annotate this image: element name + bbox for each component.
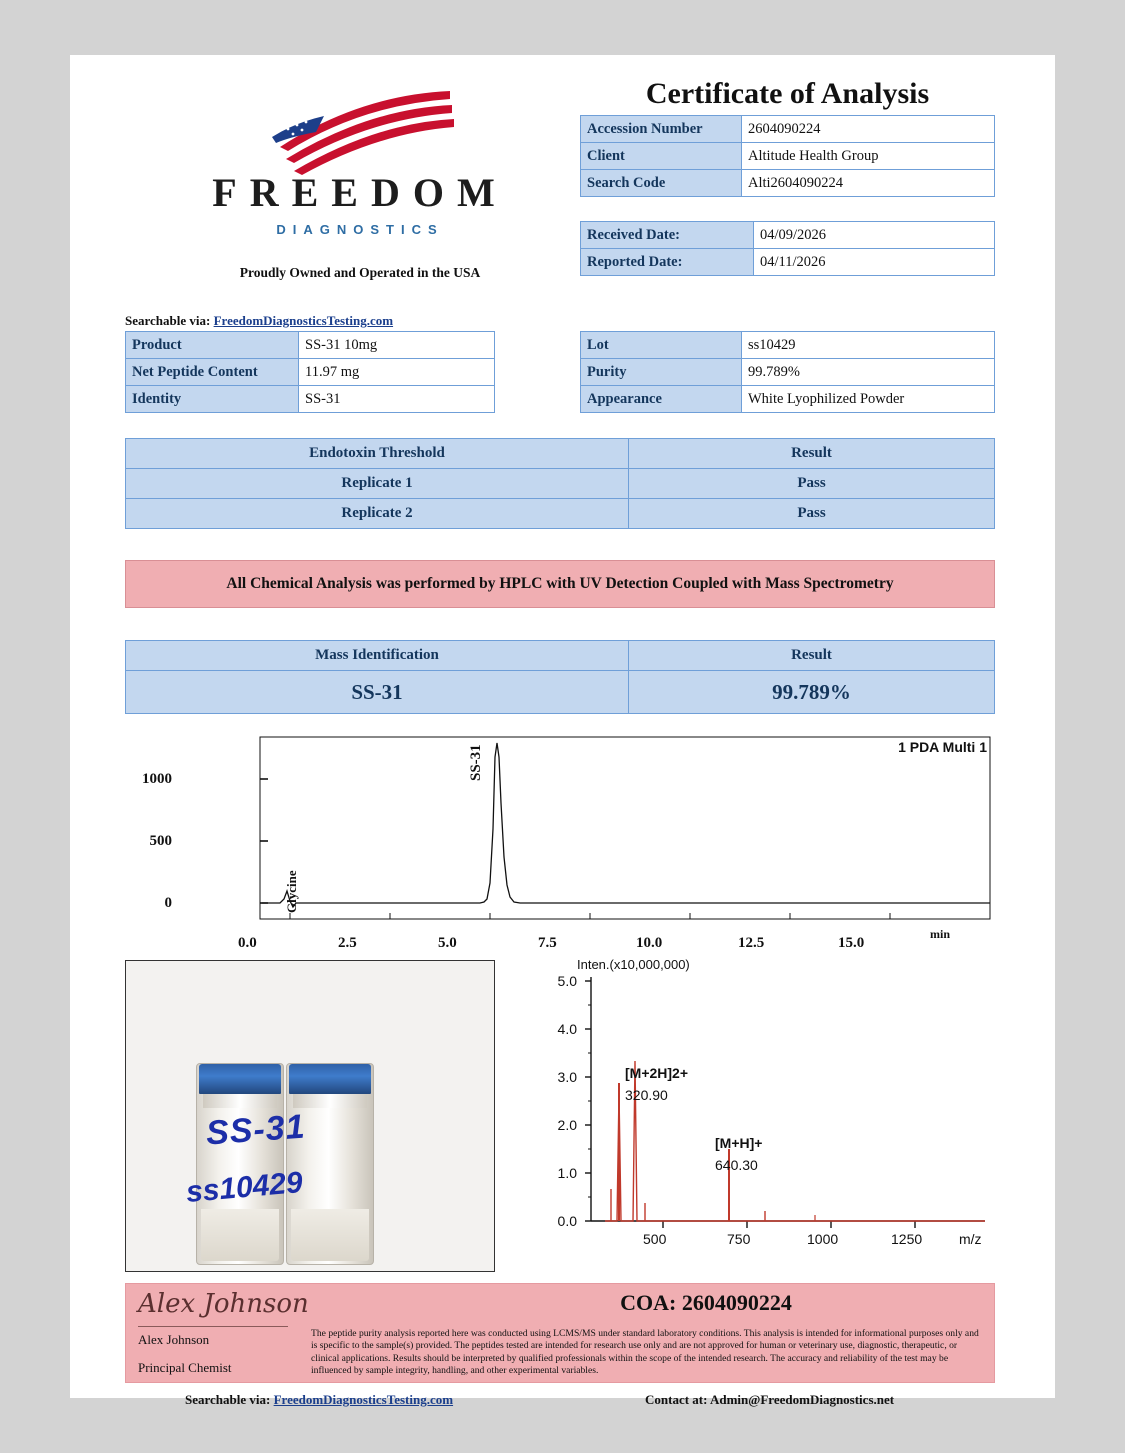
- received-date-label: Received Date:: [581, 222, 754, 249]
- table-header-row: [126, 439, 995, 469]
- dates-table: [580, 221, 995, 276]
- net-peptide-content-label: Net Peptide Content: [126, 359, 299, 386]
- appearance-value: White Lyophilized Powder: [742, 386, 995, 413]
- table-row: [581, 143, 995, 170]
- footer-searchable-link[interactable]: FreedomDiagnosticsTesting.com: [273, 1392, 454, 1407]
- ms-y-tick-0: 0.0: [557, 1213, 577, 1229]
- accession-number-value: 2604090224: [742, 116, 995, 143]
- chrom-x-tick-4: 10.0: [636, 935, 663, 951]
- table-row: [581, 332, 995, 359]
- certificate-page: [70, 55, 1055, 1407]
- accession-table: [580, 115, 995, 197]
- reported-date-value: 04/11/2026: [754, 249, 995, 276]
- proudly-made-line: Proudly Owned and Operated in the USA: [239, 265, 481, 280]
- product-table: [125, 331, 495, 413]
- ms-y-tick-5: 5.0: [557, 973, 577, 989]
- vial-handwriting-lot: ss10429: [184, 1165, 304, 1210]
- search-code-value: Alti2604090224: [742, 170, 995, 197]
- page-title: Certificate of Analysis: [645, 77, 930, 110]
- mass-identification-header: Mass Identification: [126, 641, 629, 671]
- footer-block: [125, 1283, 995, 1383]
- chrom-y-tick-1000: 1000: [142, 771, 172, 787]
- chrom-y-tick-0: 0: [164, 895, 172, 911]
- table-row: [126, 359, 495, 386]
- mass-result-header: Result: [629, 641, 995, 671]
- table-row: [581, 249, 995, 276]
- brand-subtitle: DIAGNOSTICS: [276, 222, 444, 237]
- purity-label: Purity: [581, 359, 742, 386]
- signer-name: Alex Johnson: [138, 1332, 210, 1347]
- analysis-method-banner: All Chemical Analysis was performed by HPLC with UV Detection Coupled with Mass Spectrometry: [125, 560, 995, 608]
- glycine-peak-label: Glycine: [284, 870, 299, 913]
- flag-swoosh-icon: [250, 85, 470, 175]
- chrom-x-tick-5: 12.5: [738, 935, 765, 951]
- chromatogram-x-axis: [130, 927, 1010, 955]
- chrom-x-unit: min: [930, 927, 951, 941]
- replicate-2-result: Pass: [629, 499, 995, 529]
- vial-left: [196, 1063, 284, 1265]
- disclaimer-text: The peptide purity analysis reported here was conducted using LCMS/MS under standard laboratory conditions. This analysis is intended for informational purposes only and is specific to the sample(s) provided. The peptides tested are intended for research use only and are not approved for human or veterinary use, diagnostic, therapeutic, or clinical applications. Results should be interpreted by qualified professionals within the scope of the intended research. The accuracy and reliability of the test may be influenced by sample integrity, handling, and other experimental variables.: [311, 1328, 979, 1376]
- brand-name: FREEDOM: [212, 170, 508, 215]
- chrom-x-tick-2: 5.0: [438, 935, 457, 951]
- vial-cap: [289, 1064, 371, 1094]
- coa-number: COA: 2604090224: [620, 1290, 792, 1315]
- chrom-x-tick-0: 0.0: [238, 935, 257, 951]
- searchable-via-top: [125, 313, 393, 329]
- table-row: [581, 386, 995, 413]
- table-row: [581, 222, 995, 249]
- table-row: [581, 170, 995, 197]
- hplc-chromatogram: [142, 733, 995, 933]
- searchable-label: Searchable via:: [125, 313, 211, 328]
- vial-neck: [293, 1094, 367, 1108]
- vial-right: [286, 1063, 374, 1265]
- table-row: [126, 386, 495, 413]
- signer-role: Principal Chemist: [138, 1360, 232, 1375]
- footer-contact: Contact at: Admin@FreedomDiagnostics.net: [645, 1392, 895, 1407]
- chrom-x-tick-3: 7.5: [538, 935, 557, 951]
- chrom-y-tick-500: 500: [149, 833, 172, 849]
- mass-identification-value: SS-31: [126, 671, 629, 714]
- ms-x-unit: m/z: [959, 1231, 982, 1247]
- table-header-row: [126, 641, 995, 671]
- mass-result-value: 99.789%: [629, 671, 995, 714]
- table-row: [126, 499, 995, 529]
- footer-searchable: [185, 1392, 453, 1408]
- table-row: [581, 116, 995, 143]
- signature: Alex Johnson: [138, 1289, 309, 1319]
- table-row: [581, 359, 995, 386]
- footer-searchable-label: Searchable via:: [185, 1392, 271, 1407]
- identity-value: SS-31: [299, 386, 495, 413]
- annotation-m2h-label: [M+2H]2+: [625, 1065, 689, 1081]
- endotoxin-table: [125, 438, 995, 529]
- chrom-x-tick-1: 2.5: [338, 935, 357, 951]
- purity-value: 99.789%: [742, 359, 995, 386]
- ms-x-tick-1250: 1250: [891, 1231, 923, 1247]
- ms-y-axis-title: Inten.(x10,000,000): [577, 957, 690, 972]
- table-row: [126, 469, 995, 499]
- chrom-x-tick-6: 15.0: [838, 935, 865, 951]
- annotation-mh-label: [M+H]+: [715, 1135, 763, 1151]
- ms-y-tick-2: 2.0: [557, 1117, 577, 1133]
- replicate-1-label: Replicate 1: [126, 469, 629, 499]
- signature-line: [138, 1326, 288, 1327]
- replicate-2-label: Replicate 2: [126, 499, 629, 529]
- product-label: Product: [126, 332, 299, 359]
- endotoxin-threshold-header: Endotoxin Threshold: [126, 439, 629, 469]
- vial-cap: [199, 1064, 281, 1094]
- client-label: Client: [581, 143, 742, 170]
- search-code-label: Search Code: [581, 170, 742, 197]
- annotation-m2h-value: 320.90: [625, 1087, 668, 1103]
- vial-handwriting-product: SS-31: [204, 1107, 307, 1153]
- svg-text:SS-31: SS-31: [468, 744, 484, 781]
- ms-y-tick-3: 3.0: [557, 1069, 577, 1085]
- lot-table: [580, 331, 995, 413]
- ms-x-tick-750: 750: [727, 1231, 751, 1247]
- lot-label: Lot: [581, 332, 742, 359]
- accession-number-label: Accession Number: [581, 116, 742, 143]
- endotoxin-result-header: Result: [629, 439, 995, 469]
- mass-spectrum-chart: [515, 953, 995, 1273]
- ms-x-tick-500: 500: [643, 1231, 667, 1247]
- client-value: Altitude Health Group: [742, 143, 995, 170]
- product-photo: [125, 960, 495, 1272]
- company-logo-block: [145, 85, 575, 281]
- annotation-mh-value: 640.30: [715, 1157, 758, 1173]
- lot-value: ss10429: [742, 332, 995, 359]
- identity-label: Identity: [126, 386, 299, 413]
- received-date-value: 04/09/2026: [754, 222, 995, 249]
- ms-y-tick-4: 4.0: [557, 1021, 577, 1037]
- product-value: SS-31 10mg: [299, 332, 495, 359]
- table-row: [126, 671, 995, 714]
- reported-date-label: Reported Date:: [581, 249, 754, 276]
- replicate-1-result: Pass: [629, 469, 995, 499]
- detector-label: 1 PDA Multi 1: [898, 739, 987, 755]
- vial-neck: [203, 1094, 277, 1108]
- appearance-label: Appearance: [581, 386, 742, 413]
- vial-powder: [201, 1209, 279, 1261]
- ms-x-tick-1000: 1000: [807, 1231, 839, 1247]
- table-row: [126, 332, 495, 359]
- searchable-link[interactable]: FreedomDiagnosticsTesting.com: [213, 313, 394, 328]
- net-peptide-content-value: 11.97 mg: [299, 359, 495, 386]
- vial-powder: [291, 1209, 369, 1261]
- mass-identification-table: [125, 640, 995, 714]
- ms-y-tick-1: 1.0: [557, 1165, 577, 1181]
